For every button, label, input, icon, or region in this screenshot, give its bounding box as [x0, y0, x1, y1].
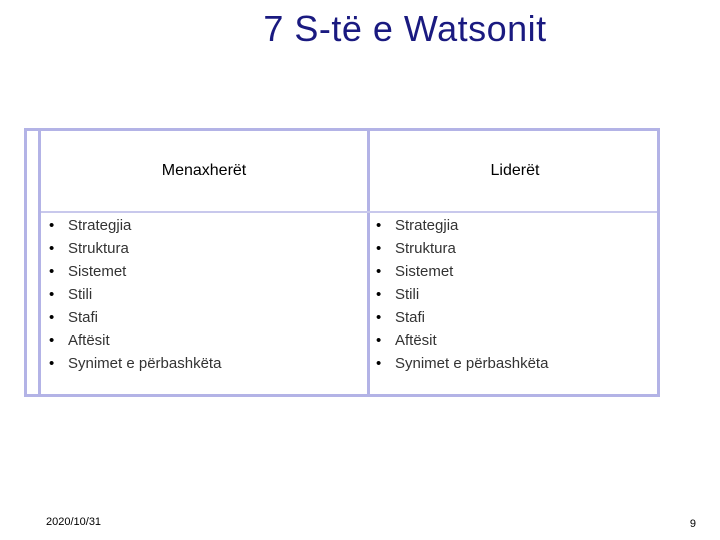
list-item-label: Strategjia: [395, 217, 459, 234]
bullet-icon: •: [49, 332, 55, 349]
list-item-label: Stafi: [68, 309, 99, 326]
managers-header: Menaxherët: [161, 162, 247, 179]
list-item-label: Synimet e përbashkëta: [395, 355, 549, 372]
bullet-icon: •: [49, 240, 55, 257]
bullet-icon: •: [49, 309, 55, 326]
bullet-icon: •: [376, 309, 382, 326]
bullet-icon: •: [49, 217, 55, 234]
list-item: [49, 306, 221, 329]
list-item: [376, 214, 548, 237]
bullet-icon: •: [49, 263, 55, 280]
list-item-label: Sistemet: [68, 263, 127, 280]
leaders-header: Liderët: [490, 162, 540, 179]
list-item-label: Strategjia: [68, 217, 132, 234]
list-item-label: Synimet e përbashkëta: [68, 355, 222, 372]
bullet-icon: •: [49, 286, 55, 303]
footer-date: 2020/10/31: [46, 516, 102, 528]
list-item: [49, 283, 221, 306]
list-item-label: Struktura: [68, 240, 129, 257]
list-item: [376, 352, 548, 375]
list-item: [376, 237, 548, 260]
table-left-strip: [27, 131, 41, 394]
header-divider: [41, 211, 657, 213]
bullet-icon: •: [376, 217, 382, 234]
list-item-label: Aftësit: [68, 332, 110, 349]
list-item-label: Struktura: [395, 240, 456, 257]
bullet-icon: •: [376, 286, 382, 303]
page-number: 9: [689, 518, 696, 530]
comparison-table: [24, 128, 660, 397]
list-item-label: Stili: [395, 286, 420, 303]
list-item-label: Stili: [68, 286, 93, 303]
list-item: [376, 306, 548, 329]
bullet-icon: •: [376, 263, 382, 280]
slide-title: 7 S-të e Watsonit: [263, 8, 547, 49]
list-item: [49, 260, 221, 283]
list-item: [376, 329, 548, 352]
list-item: [49, 237, 221, 260]
bullet-icon: •: [376, 240, 382, 257]
leaders-list: [376, 214, 548, 375]
list-item-label: Aftësit: [395, 332, 437, 349]
list-item-label: Stafi: [395, 309, 426, 326]
list-item-label: Sistemet: [395, 263, 454, 280]
list-item: [376, 283, 548, 306]
list-item: [49, 329, 221, 352]
list-item: [49, 214, 221, 237]
bullet-icon: •: [49, 355, 55, 372]
list-item: [376, 260, 548, 283]
list-item: [49, 352, 221, 375]
bullet-icon: •: [376, 355, 382, 372]
bullet-icon: •: [376, 332, 382, 349]
managers-list: [49, 214, 221, 375]
